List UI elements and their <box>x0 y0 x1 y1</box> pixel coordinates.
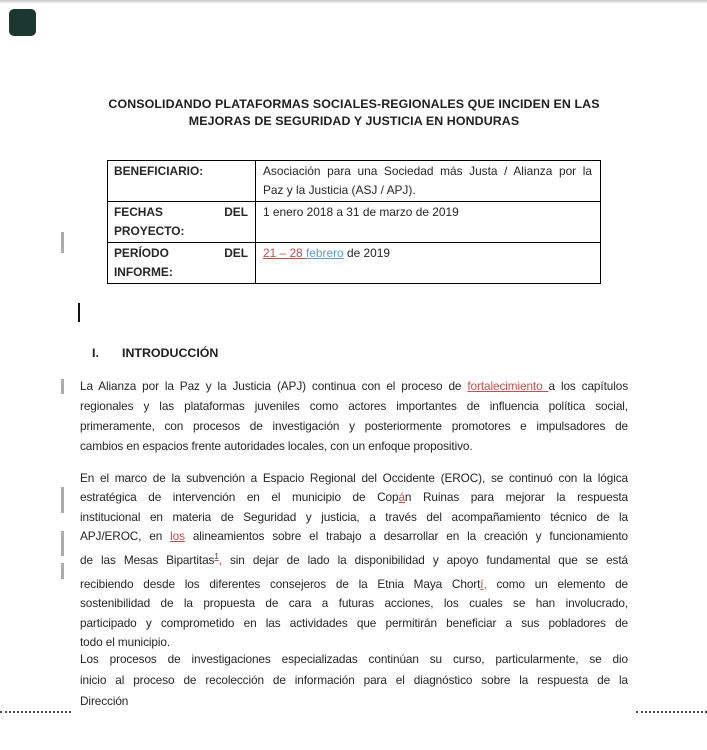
text-run: participado y comprometido en las actividades que permitirán beneficiar a sus pobladores de <box>80 615 628 630</box>
periodo-label-word1: PERÍODO <box>114 246 169 260</box>
document-title-line2: MEJORAS DE SEGURIDAD Y JUSTICIA EN HONDURAS <box>188 114 520 128</box>
text-run: Paz y la Justicia (ASJ / APJ). <box>263 182 416 197</box>
change-bar <box>61 232 64 253</box>
periodo-label-line2: INFORME: <box>114 264 173 279</box>
window-top-edge <box>0 0 707 4</box>
text-run: a los capítulos <box>548 379 628 393</box>
text-run: alineamientos sobre el trabajo a desarrollar en la creación y funcionamiento <box>184 529 628 544</box>
text-line <box>263 162 592 181</box>
text-line <box>80 614 628 633</box>
text-line <box>80 376 628 396</box>
dotted-separator-right <box>636 711 707 713</box>
dotted-separator-left <box>0 711 71 713</box>
document-title <box>80 96 628 130</box>
beneficiario-label-cell: BENEFICIARIO: <box>108 161 256 201</box>
text-line <box>80 527 628 546</box>
paragraph-2 <box>80 469 628 653</box>
text-run: primeramente, con procesos de investigación y posteriormente promotores e impulsadores de <box>80 419 628 434</box>
text-line <box>80 508 628 527</box>
change-bar <box>61 487 64 513</box>
tracked-change-run: febrero <box>305 246 344 260</box>
tracked-change-run: , <box>218 552 222 567</box>
text-line <box>80 416 628 436</box>
text-run: regionales y las plataformas juveniles como actores importantes de influencia política social, <box>80 399 628 414</box>
table-row-periodo <box>108 242 600 283</box>
text-run: APJ/EROC, en <box>80 529 171 544</box>
text-run: Dirección <box>80 693 129 708</box>
text-run: como un elemento de <box>486 576 629 591</box>
text-line <box>80 396 628 416</box>
paragraph-3 <box>80 649 628 711</box>
text-run: cambios en espacios frente autoridades locales, con un enfoque propositivo. <box>80 439 473 454</box>
text-run: estratégica de intervención en el municipio de Cop <box>80 490 399 505</box>
fechas-label-word1: FECHAS <box>114 205 163 219</box>
tracked-change-run: í, <box>480 576 487 591</box>
fechas-label-line2: PROYECTO: <box>114 223 185 238</box>
text-run: inicio al proceso de recolección de información para el diagnóstico sobre la respuesta de la <box>80 672 628 687</box>
change-bar <box>61 563 64 579</box>
periodo-label-cell <box>108 243 256 283</box>
text-run: todo el municipio. <box>80 635 171 650</box>
fechas-label-word2: DEL <box>224 205 248 219</box>
text-line <box>80 469 628 488</box>
corner-mark <box>9 9 36 36</box>
text-run: En el marco de la subvención a Espacio Regional del Occidente (EROC), se continuó con la lógica <box>80 471 628 485</box>
periodo-label-line1 <box>114 244 248 263</box>
tracked-change-run: los <box>170 529 185 544</box>
tracked-change-run: fortalecimiento <box>467 379 549 393</box>
change-bar <box>61 379 64 394</box>
tracked-change-run: 1 <box>214 551 219 561</box>
text-line <box>263 181 592 200</box>
periodo-value-cell <box>256 243 600 283</box>
fechas-label-line1 <box>114 203 248 222</box>
paragraph-1 <box>80 376 628 456</box>
tracked-change-run: á <box>398 490 405 505</box>
text-cursor <box>78 303 80 322</box>
text-run: sin dejar de lado la disponibilidad y apoyo fundamental que se está <box>221 552 628 567</box>
section-numeral: I. <box>92 346 99 360</box>
text-run: sostenibilidad de la propuesta de cara a futuras acciones, los cuales se han involucrado, <box>80 596 628 611</box>
text-line <box>80 436 628 456</box>
text-run: institucional en materia de Seguridad y justicia, a través del acompañamiento técnico de la <box>80 509 628 524</box>
table-row-fechas <box>108 201 600 242</box>
periodo-label-word2: DEL <box>224 246 248 260</box>
text-run: de 2019 <box>343 246 390 260</box>
text-line <box>80 488 628 507</box>
text-line <box>80 547 628 570</box>
text-run: n Ruinas para mejorar la respuesta <box>404 490 629 505</box>
text-line <box>80 670 628 691</box>
section-heading-introduccion <box>92 345 218 361</box>
text-line <box>80 575 628 594</box>
text-run: recibiendo desde los diferentes consejeros de la Etnia Maya Chort <box>80 576 481 591</box>
text-line <box>80 649 628 670</box>
project-info-table <box>107 160 601 284</box>
beneficiario-value-cell <box>256 161 600 201</box>
fechas-value-cell: 1 enero 2018 a 31 de marzo de 2019 <box>263 205 459 219</box>
section-heading-label: INTRODUCCIÓN <box>122 346 219 360</box>
table-row-beneficiario <box>108 161 600 201</box>
text-run: Asociación para una Sociedad más Justa / Alianza por la <box>263 164 592 178</box>
text-line <box>80 594 628 613</box>
fechas-label-cell <box>108 202 256 242</box>
tracked-change-run: 21 – 28 <box>263 246 306 260</box>
change-bar <box>61 531 64 556</box>
text-run: Los procesos de investigaciones especializadas continúan su curso, particularmente, se dio <box>80 652 628 666</box>
text-line <box>80 691 628 712</box>
document-title-line1: CONSOLIDANDO PLATAFORMAS SOCIALES-REGIONALES QUE INCIDEN EN LAS <box>108 97 600 111</box>
text-run: La Alianza por la Paz y la Justicia (APJ) continua con el proceso de <box>80 379 468 393</box>
text-run: de las Mesas Bipartitas <box>80 552 215 567</box>
